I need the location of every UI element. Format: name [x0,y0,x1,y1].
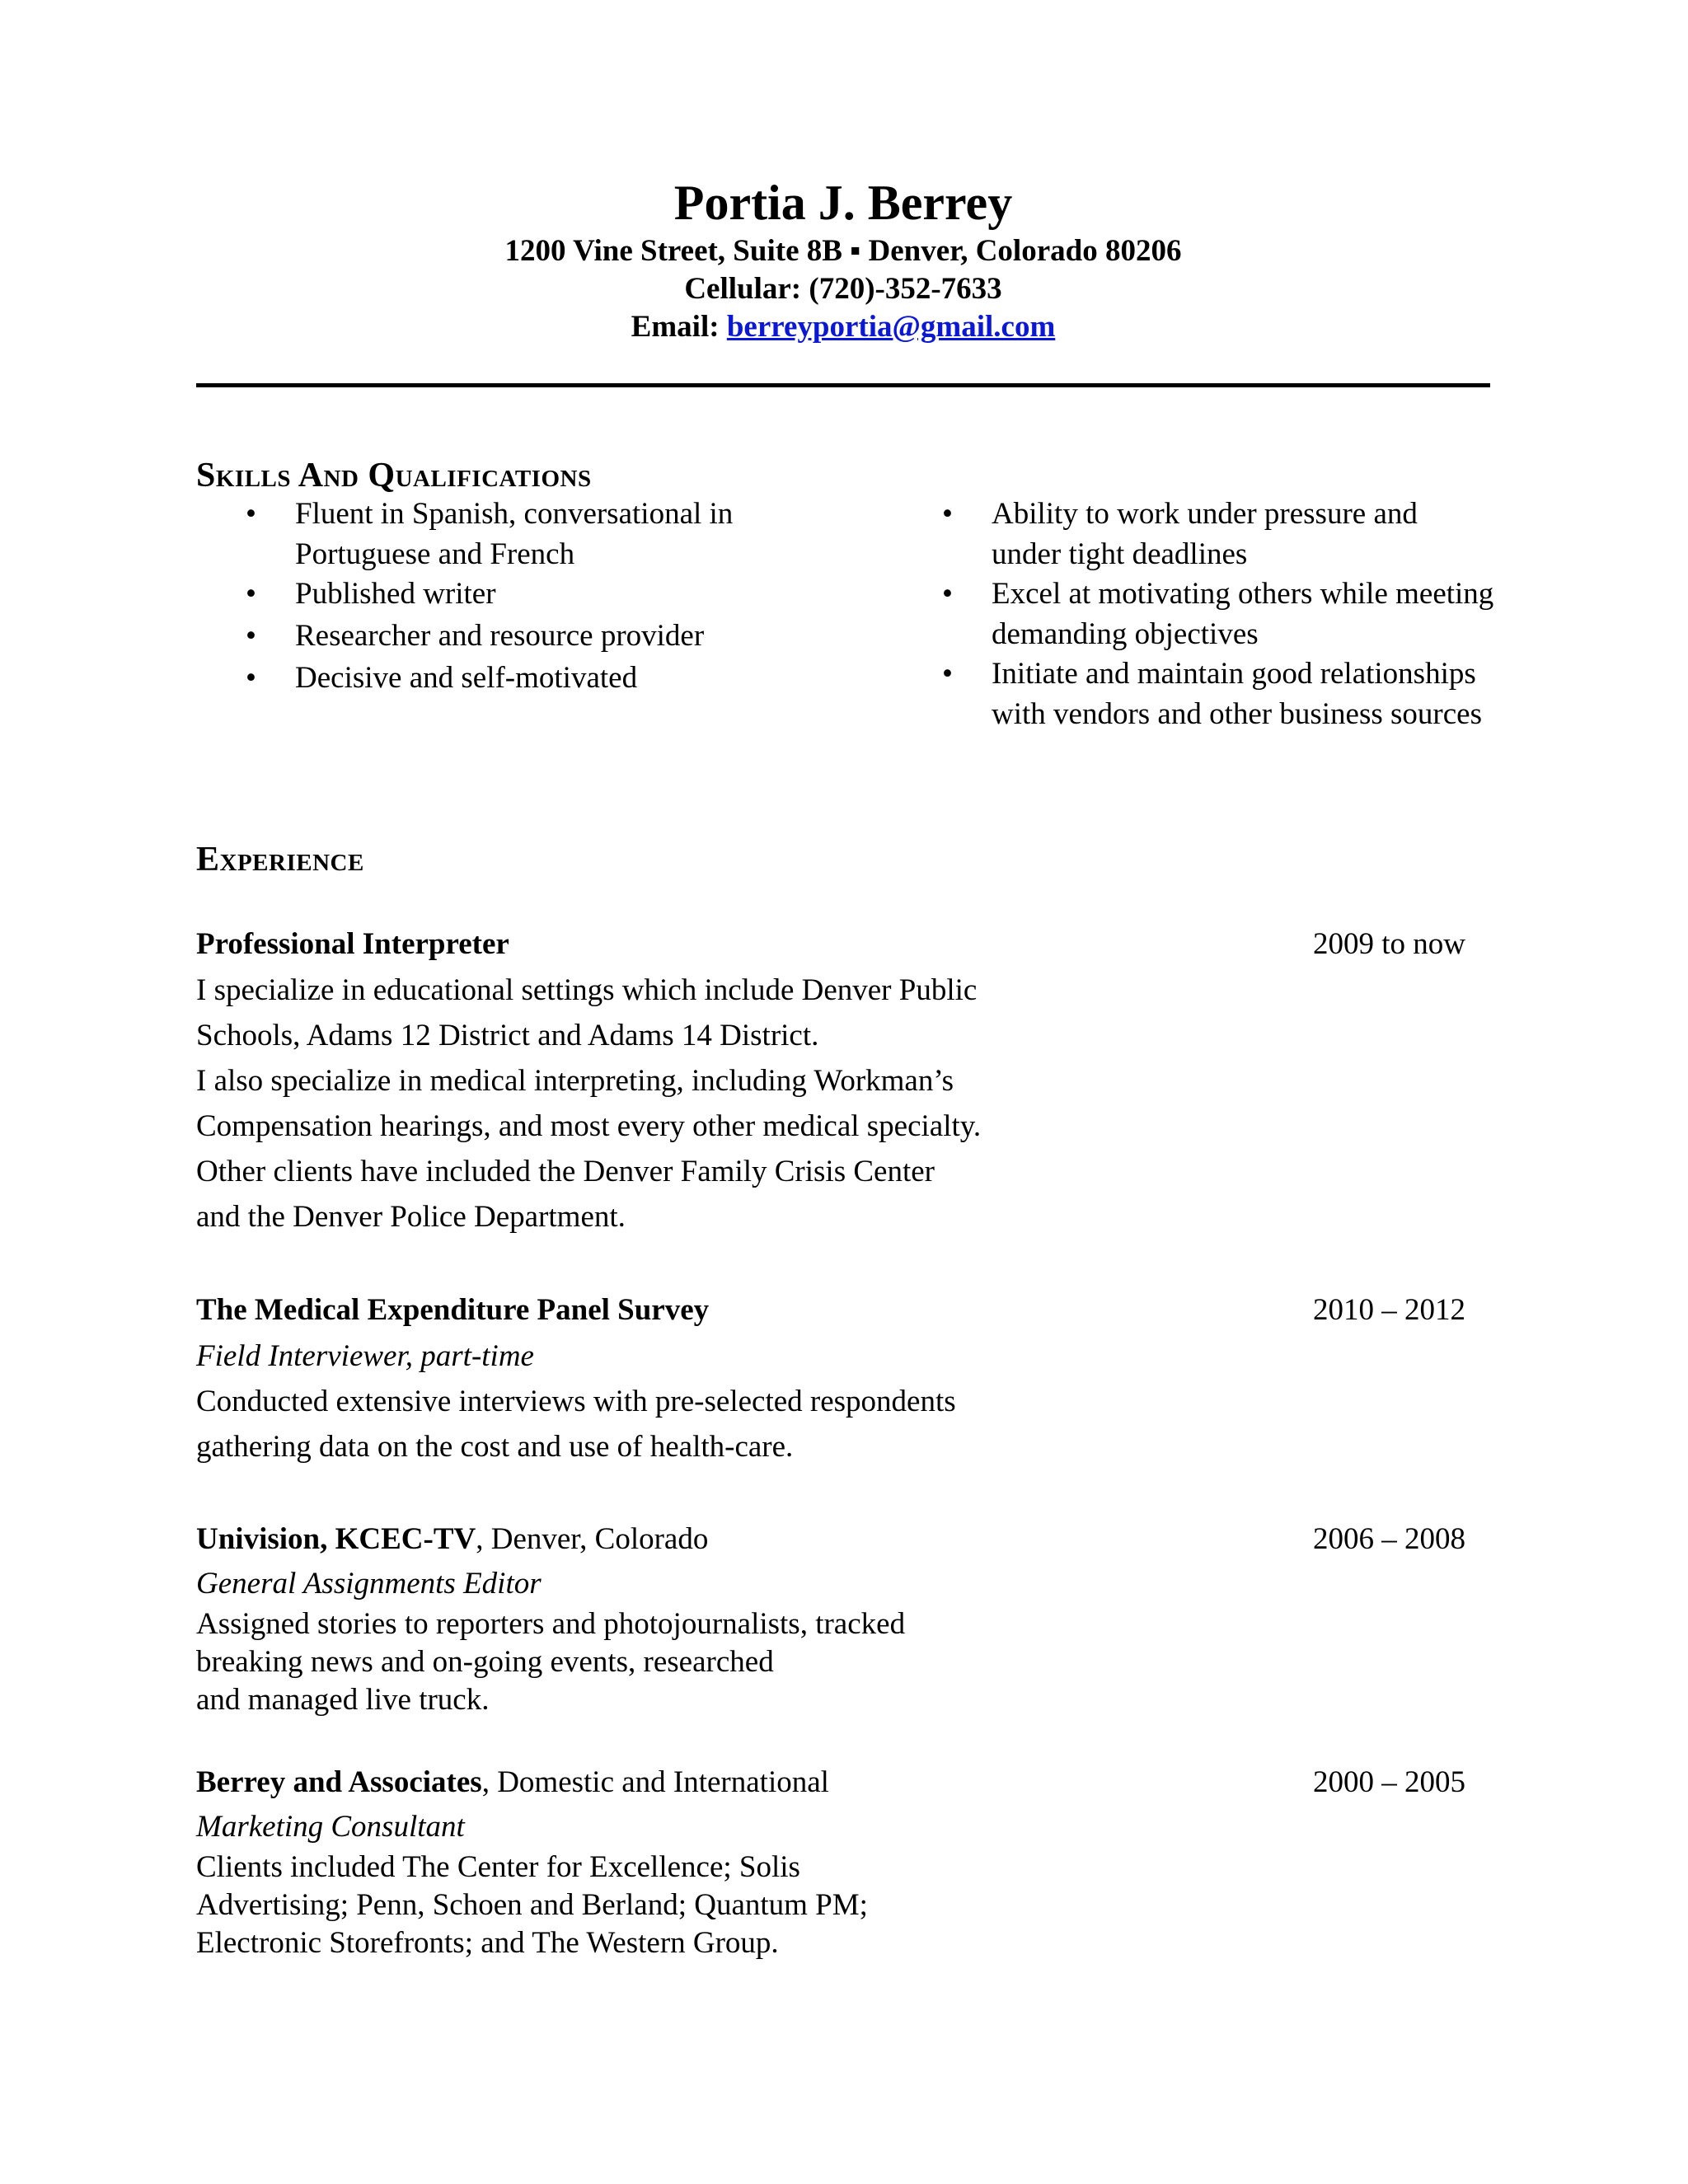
skill-item [893,494,1494,574]
skill-text: Ability to work under pressure and under tight deadlines [992,497,1418,571]
job-description [196,1605,1490,1719]
experience-heading: Experience [196,841,364,879]
bullet-icon: • [246,661,256,695]
job-entry [196,1516,1490,1719]
description-line: and managed live truck. [196,1683,490,1717]
job-description [196,1379,1490,1469]
job-dates: 2010 – 2012 [1313,1293,1465,1327]
email-link[interactable]: berreyportia@gmail.com [726,310,1056,344]
job-title [196,1760,829,1806]
job-description [196,968,1490,1240]
job-location: , Domestic and International [481,1765,829,1799]
job-header [196,1760,1490,1806]
candidate-name: Portia J. Berrey [673,176,1013,230]
job-title [196,921,509,968]
skill-item [196,616,823,658]
skill-item [893,574,1494,654]
job-location: , Denver, Colorado [476,1522,709,1556]
job-header [196,921,1490,968]
skill-item [196,494,823,574]
skill-text: Initiate and maintain good relationships with vendors and other business sources [992,657,1482,731]
skill-text: Researcher and resource provider [295,619,705,653]
skill-text: Fluent in Spanish, conversational in Portuguese and French [295,497,734,571]
job-entry [196,1760,1490,1962]
job-role: Field Interviewer, part-time [196,1339,534,1373]
job-dates: 2000 – 2005 [1313,1765,1465,1799]
bullet-icon: • [246,619,256,653]
description-line: breaking news and on-going events, researched [196,1645,774,1679]
job-title [196,1287,709,1333]
job-entry [196,1287,1490,1469]
skills-right-column [893,494,1494,734]
description-line: Electronic Storefronts; and The Western Group. [196,1926,779,1960]
description-line: Compensation hearings, and most every other medical specialty. [196,1109,982,1143]
job-org: Univision, KCEC-TV [196,1522,476,1556]
description-line: and the Denver Police Department. [196,1200,626,1234]
job-description [196,1849,1490,1962]
skill-item [196,574,823,616]
email-label: Email: [631,310,727,344]
job-role: General Assignments Editor [196,1567,542,1601]
bullet-icon: • [942,577,953,611]
skill-text: Published writer [295,577,496,611]
job-dates: 2009 to now [1313,927,1465,961]
bullet-icon: • [942,497,953,531]
job-role: Marketing Consultant [196,1810,465,1844]
skills-heading: Skills And Qualifications [196,457,592,494]
skill-item [893,654,1494,734]
description-line: I specialize in educational settings which include Denver Public [196,973,978,1007]
description-line: gathering data on the cost and use of health-care. [196,1430,794,1464]
description-line: Advertising; Penn, Schoen and Berland; Quantum PM; [196,1888,868,1922]
cellular-phone: Cellular: (720)-352-7633 [684,272,1002,306]
description-line: Schools, Adams 12 District and Adams 14 District. [196,1019,819,1052]
email-line [196,308,1490,346]
job-org: The Medical Expenditure Panel Survey [196,1293,710,1327]
header-divider [196,383,1490,387]
address: 1200 Vine Street, Suite 8B ▪ Denver, Colorado 80206 [504,234,1182,268]
description-line: I also specialize in medical interpreting, including Workman’s [196,1064,954,1098]
job-dates: 2006 – 2008 [1313,1522,1465,1556]
job-org: Professional Interpreter [196,927,509,961]
description-line: Other clients have included the Denver Family Crisis Center [196,1155,935,1188]
bullet-icon: • [246,497,256,531]
skills-left-column [196,494,823,699]
skill-text: Excel at motivating others while meeting demanding objectives [992,577,1494,651]
job-title [196,1516,708,1563]
resume-header [196,173,1490,346]
job-header [196,1287,1490,1333]
job-header [196,1516,1490,1563]
skill-item [196,658,823,699]
bullet-icon: • [246,577,256,611]
description-line: Clients included The Center for Excellence; Solis [196,1850,800,1884]
job-entry [196,921,1490,1240]
skill-text: Decisive and self-motivated [295,661,638,695]
description-line: Conducted extensive interviews with pre-selected respondents [196,1385,956,1418]
job-org: Berrey and Associates [196,1765,482,1799]
bullet-icon: • [942,657,953,691]
description-line: Assigned stories to reporters and photojournalists, tracked [196,1607,906,1641]
